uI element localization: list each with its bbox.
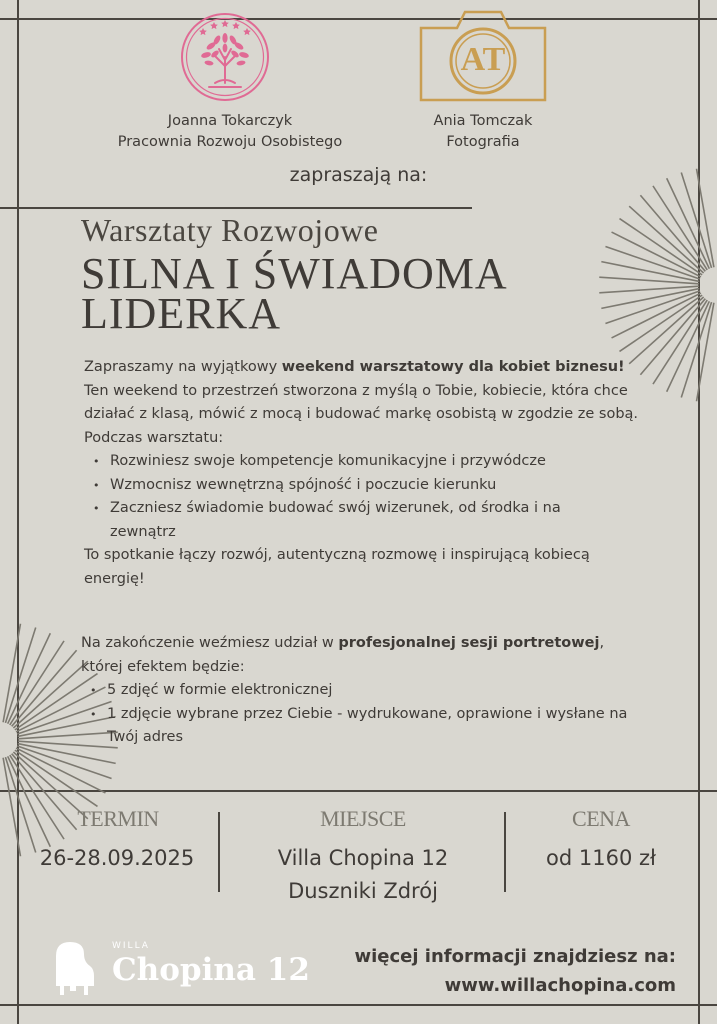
logo-owner-name-left [95,111,365,153]
info-value-miejsce [222,842,504,908]
sunburst-ray [697,303,714,401]
more-info-label: więcej informacji znajdziesz na: [354,946,676,967]
logo-right-line1: Ania Tomczak [433,113,533,129]
intro-closing: To spotkanie łączy rozwój, autentyczną rozmowę i inspirującą kobiecą energię! [84,547,590,587]
invite-text: zapraszają na: [289,164,428,186]
brand-logo-text: Chopina 12 [112,952,310,988]
info-value-termin [18,842,216,875]
event-title-line2: LIDERKA [81,289,282,338]
list-item: • Zaczniesz świadomie budować swój wizerunek, od środka i na zewnątrz [108,497,590,544]
session-lead-post: , której efektem będzie: [81,635,605,675]
info-value-miejsce-line1: Villa Chopina 12 [277,846,449,870]
intro-lead [84,356,644,380]
intro-lead-text: Zapraszamy na wyjątkowy [84,359,282,375]
event-title-line1: SILNA I ŚWIADOMA [81,249,508,298]
logo-owner-name-right [383,111,583,153]
camera-monogram: AT [460,41,506,78]
logo-right-line2: Fotografia [446,134,520,150]
intro-paragraph: Ten weekend to przestrzeń stworzona z myślą o Tobie, kobiecie, która chce działać z klasą, mówić z mocą i budować markę osobistą w zgodzie ze sobą. [84,382,639,422]
more-info-block [330,942,676,1000]
sunburst-ray [640,299,705,375]
sunburst-ray [12,650,77,726]
info-label-termin: TERMIN [77,806,159,831]
intro-section [84,356,644,591]
list-item: • Rozwiniesz swoje kompetencje komunikacyjne i przywódcze [108,450,644,474]
list-item: • 5 zdjęć w formie elektronicznej [105,679,641,703]
info-separator-1 [218,812,220,892]
info-value-termin-line1: 26-28.09.2025 [39,846,195,870]
info-value-cena-line1: od 1160 zł [546,846,656,870]
session-bullet-list [81,679,641,750]
list-item: • 1 zdjęcie wybrane przez Ciebie - wydrukowane, oprawione i wysłane na Twój adres [105,703,641,750]
intro-during: Podczas warsztatu: [84,429,224,446]
list-item: • Wzmocnisz wewnętrzną spójność i poczucie kierunku [108,474,644,498]
event-subtitle: Warsztaty Rozwojowe [81,212,379,248]
session-lead-text: Na zakończenie weźmiesz udział w [81,635,339,651]
info-value-cena [508,842,694,875]
intro-bullet-list [84,450,644,544]
sunburst-ray [629,297,703,364]
sunburst-ray [629,206,703,273]
session-lead [81,632,641,679]
session-section [81,632,641,750]
logo-left-line1: Joanna Tokarczyk [167,113,293,129]
event-title [81,249,508,338]
info-separator-2 [504,812,506,892]
intro-lead-bold: weekend warsztatowy dla kobiet biznesu! [281,359,625,375]
brand-small-label: WILLA [112,941,150,951]
sunburst-ray [3,624,20,722]
website-link[interactable]: www.willachopina.com [444,975,676,996]
info-label-miejsce: MIEJSCE [320,806,406,831]
info-value-miejsce-line2: Duszniki Zdrój [288,879,438,903]
session-lead-bold: profesjonalnej sesji portretowej [338,635,600,651]
tree-of-life-icon [179,11,271,103]
sunburst-ray [13,661,87,728]
camera-icon [417,6,549,104]
info-label-cena: CENA [572,806,630,831]
piano-icon [50,938,96,998]
sunburst-ray [640,195,705,271]
logo-left-line2: Pracownia Rozwoju Osobistego [117,134,343,150]
